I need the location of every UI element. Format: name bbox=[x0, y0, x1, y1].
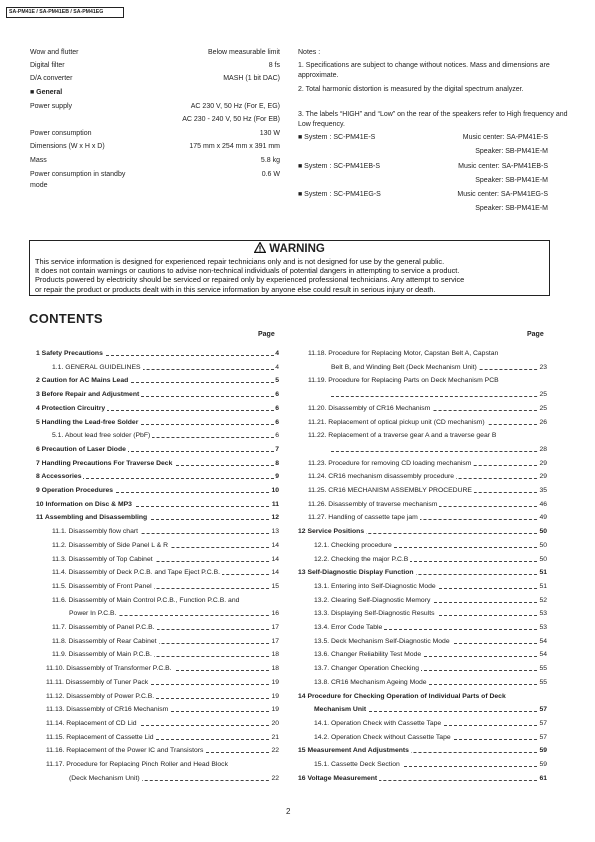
toc-entry-title: 11.26. Disassembly of traverse mechanism bbox=[308, 500, 438, 508]
toc-entry-title: 7 Handling Precautions For Traverse Deck bbox=[36, 459, 173, 467]
toc-entry-page: 22 bbox=[271, 774, 279, 782]
toc-entry-page: 7 bbox=[275, 445, 279, 453]
toc-entry-title: 11.6. Disassembly of Main Control P.C.B., Function P.C.B. and bbox=[52, 596, 240, 604]
spec-label: Mass bbox=[30, 157, 47, 164]
toc-entry bbox=[298, 719, 547, 729]
system-row bbox=[298, 148, 548, 158]
toc-entry-title: 11 Assembling and Disassembling bbox=[36, 514, 148, 522]
spec-label: Power supply bbox=[30, 103, 73, 110]
toc-entry bbox=[36, 431, 279, 441]
toc-entry bbox=[36, 705, 279, 715]
toc-entry bbox=[36, 719, 279, 729]
toc-entry-title: 13.1. Entering into Self-Diagnostic Mode bbox=[314, 582, 436, 590]
toc-entry-title: 11.13. Disassembly of CR16 Mechanism bbox=[46, 706, 169, 714]
toc-entry-title: 11.9. Disassembly of Main P.C.B. bbox=[52, 651, 152, 659]
toc-entry-page: 29 bbox=[539, 473, 547, 481]
toc-entry-title: 11.8. Disassembly of Rear Cabinet bbox=[52, 637, 157, 645]
system-component: Music center: SA-PM41E-S bbox=[462, 134, 548, 141]
spec-value: 0.6 W bbox=[261, 171, 280, 178]
toc-entry bbox=[298, 404, 547, 414]
toc-entry-page: 10 bbox=[271, 487, 279, 494]
toc-entry-title: 11.20. Disassembly of CR16 Mechanism bbox=[308, 404, 431, 412]
toc-entry-title: 11.1. Disassembly flow chart bbox=[52, 528, 138, 536]
toc-entry-page: 9 bbox=[275, 473, 279, 481]
toc-entry bbox=[298, 527, 547, 537]
toc-entry bbox=[36, 568, 279, 578]
toc-entry-title: 11.2. Disassembly of Side Panel L & R bbox=[52, 541, 168, 549]
toc-entry bbox=[298, 349, 547, 359]
spec-value: AC 230 - 240 V, 50 Hz (For EB) bbox=[182, 116, 280, 123]
system-component: Music center: SA-PM41EG-S bbox=[457, 191, 548, 198]
toc-entry-page: 19 bbox=[271, 692, 279, 700]
toc-entry-page: 21 bbox=[271, 733, 279, 741]
toc-entry-title: Belt B, and Winding Belt (Deck Mechanism Unit) bbox=[331, 363, 477, 371]
toc-entry bbox=[36, 582, 279, 592]
toc-entry bbox=[36, 678, 279, 688]
toc-entry bbox=[36, 418, 279, 428]
system-component: Speaker: SB-PM41E-M bbox=[475, 177, 548, 184]
spec-row bbox=[30, 61, 280, 71]
toc-entry bbox=[298, 541, 547, 551]
toc-entry-title: 11.3. Disassembly of Top Cabinet bbox=[52, 555, 153, 563]
toc-entry-title: 11.15. Replacement of Cassette Lid bbox=[46, 733, 154, 741]
dot-leader bbox=[331, 451, 547, 452]
toc-entry-title: 8 Accessories bbox=[36, 473, 82, 481]
toc-entry-page: 12 bbox=[271, 514, 279, 522]
toc-entry bbox=[298, 445, 547, 455]
toc-entry-title: 11.21. Replacement of optical pickup unit (CD mechanism) bbox=[308, 418, 485, 426]
toc-entry-page: 22 bbox=[271, 747, 279, 755]
toc-entry bbox=[36, 637, 279, 647]
toc-entry bbox=[36, 596, 279, 606]
toc-entry-page: 54 bbox=[539, 651, 547, 659]
warning-text bbox=[35, 257, 544, 294]
system-component: Speaker: SB-PM41E-M bbox=[475, 205, 548, 212]
toc-entry bbox=[298, 774, 547, 784]
toc-entry-title: 12.2. Checking the major P.C.B bbox=[314, 555, 409, 563]
toc-entry bbox=[36, 664, 279, 674]
spec-row bbox=[30, 115, 280, 125]
spec-label: Wow and flutter bbox=[30, 49, 79, 56]
toc-entry-page: 6 bbox=[275, 404, 279, 412]
toc-entry-page: 29 bbox=[539, 459, 547, 467]
toc-entry-page: 8 bbox=[275, 459, 279, 467]
toc-entry-title: 11.18. Procedure for Replacing Motor, Capstan Belt A, Capstan bbox=[308, 350, 499, 357]
system-row bbox=[298, 191, 548, 201]
toc-entry-page: 19 bbox=[271, 678, 279, 686]
toc-entry bbox=[298, 568, 547, 578]
toc-entry-title: 11.5. Disassembly of Front Panel bbox=[52, 582, 152, 590]
toc-entry-page: 20 bbox=[271, 719, 279, 727]
toc-entry-page: 15 bbox=[271, 582, 279, 590]
toc-entry-page: 18 bbox=[271, 665, 279, 673]
toc-entry bbox=[36, 404, 279, 414]
warning-line: It does not contain warnings or cautions to advise non-technical individuals of potential dangers in attempting to service a product. bbox=[35, 266, 460, 276]
toc-entry-page: 17 bbox=[271, 637, 279, 645]
toc-entry bbox=[36, 774, 279, 784]
spec-label: ■ General bbox=[30, 89, 63, 96]
toc-entry-title: 11.12. Disassembly of Power P.C.B. bbox=[46, 692, 155, 700]
spec-value: 5.8 kg bbox=[260, 157, 280, 164]
spec-row bbox=[30, 181, 280, 191]
spec-label: D/A converter bbox=[30, 75, 73, 82]
toc-entry-title: 14.2. Operation Check without Cassette Tape bbox=[314, 733, 451, 741]
note-item: 3. The labels “HIGH” and “Low” on the rear of the speakers refer to High frequency and Low frequency. bbox=[298, 111, 568, 129]
toc-entry-title: 10 Information on Disc & MP3 bbox=[36, 500, 132, 508]
toc-entry-page: 6 bbox=[275, 418, 279, 426]
page-column-header-left: Page bbox=[258, 331, 275, 338]
spec-value: Below measurable limit bbox=[208, 49, 280, 56]
toc-entry bbox=[298, 596, 547, 606]
toc-entry-title: 11.17. Procedure for Replacing Pinch Roller and Head Block bbox=[46, 761, 228, 768]
spec-label: mode bbox=[30, 182, 48, 189]
toc-entry bbox=[298, 582, 547, 592]
spec-value: AC 230 V, 50 Hz (For E, EG) bbox=[190, 103, 280, 110]
toc-entry-page: 50 bbox=[539, 555, 547, 563]
spec-label: Digital filter bbox=[30, 62, 65, 69]
warning-box bbox=[29, 240, 550, 296]
toc-entry-title: 14 Procedure for Checking Operation of Individual Parts of Deck bbox=[298, 692, 506, 700]
toc-entry bbox=[298, 376, 547, 386]
toc-entry bbox=[36, 623, 279, 633]
system-label: ■ System : SC-PM41EB-S bbox=[298, 163, 381, 170]
toc-entry bbox=[36, 555, 279, 565]
toc-entry-title: 13.6. Changer Reliability Test Mode bbox=[314, 651, 422, 659]
toc-entry-page: 51 bbox=[539, 582, 547, 590]
toc-entry-page: 4 bbox=[275, 363, 279, 371]
toc-entry-page: 28 bbox=[539, 445, 547, 453]
toc-entry-title: 11.19. Procedure for Replacing Parts on Deck Mechanism PCB bbox=[308, 377, 499, 385]
toc-entry-title: 11.24. CR16 mechanism disassembly procedure bbox=[308, 473, 455, 481]
toc-entry bbox=[298, 459, 547, 469]
toc-entry bbox=[36, 527, 279, 537]
toc-entry-title: 9 Operation Procedures bbox=[36, 487, 114, 494]
toc-entry bbox=[298, 500, 547, 510]
notes-title: Notes : bbox=[298, 49, 321, 56]
toc-entry-title: 11.4. Disassembly of Deck P.C.B. and Tape Eject P.C.B. bbox=[52, 569, 220, 577]
toc-entry-title: 16 Voltage Measurement bbox=[298, 774, 378, 782]
toc-entry bbox=[36, 650, 279, 660]
toc-entry bbox=[298, 513, 547, 523]
toc-entry bbox=[298, 418, 547, 428]
toc-entry-title: Mechanism Unit bbox=[314, 706, 367, 714]
toc-entry-page: 54 bbox=[539, 637, 547, 645]
toc-entry-page: 14 bbox=[271, 555, 279, 563]
toc-entry bbox=[298, 664, 547, 674]
spec-value: 130 W bbox=[259, 130, 280, 137]
system-row bbox=[298, 205, 548, 215]
warning-line: Products powered by electricity should be serviced or repaired only by experienced professional technicians. Any attempt to service bbox=[35, 275, 465, 285]
note-item: 1. Specifications are subject to change without notices. Mass and dimensions are approximate. bbox=[298, 62, 550, 80]
toc-entry-title: 11.25. CR16 MECHANISM ASSEMBLY PROCEDURE bbox=[308, 487, 472, 494]
toc-entry-title: 11.16. Replacement of the Power IC and Transistors bbox=[46, 747, 204, 755]
toc-entry bbox=[36, 445, 279, 455]
toc-entry bbox=[298, 390, 547, 400]
toc-entry-title: 14.1. Operation Check with Cassette Tape bbox=[314, 719, 442, 727]
spec-row bbox=[30, 156, 280, 166]
warning-line: or repair the product or products dealt with in this service information by anyone else could result in serious injury or death. bbox=[35, 284, 436, 294]
spec-row bbox=[30, 142, 280, 152]
toc-entry bbox=[298, 733, 547, 743]
toc-entry-title: 11.10. Disassembly of Transformer P.C.B. bbox=[46, 665, 172, 673]
toc-entry-page: 4 bbox=[275, 350, 279, 357]
toc-entry-title: 13.4. Error Code Table bbox=[314, 624, 383, 631]
toc-entry bbox=[36, 692, 279, 702]
toc-entry bbox=[298, 678, 547, 688]
toc-entry-page: 57 bbox=[539, 719, 547, 727]
toc-entry bbox=[298, 760, 547, 770]
toc-entry bbox=[298, 486, 547, 496]
spec-value: 175 mm x 254 mm x 391 mm bbox=[189, 143, 280, 150]
toc-entry-page: 52 bbox=[539, 596, 547, 604]
toc-entry-title: 1.1. GENERAL GUIDELINES bbox=[52, 363, 141, 371]
model-header: SA-PM41E / SA-PM41EB / SA-PM41EG bbox=[6, 7, 124, 18]
toc-entry bbox=[36, 486, 279, 496]
toc-entry bbox=[36, 349, 279, 359]
toc-entry-page: 5 bbox=[275, 377, 279, 385]
warning-title-text: WARNING bbox=[269, 243, 325, 255]
toc-entry bbox=[36, 609, 279, 619]
toc-entry-title: 11.27. Handling of cassette tape jam bbox=[308, 514, 418, 522]
toc-entry-page: 51 bbox=[539, 569, 547, 577]
toc-entry bbox=[36, 513, 279, 523]
dot-leader bbox=[331, 396, 547, 397]
system-row bbox=[298, 177, 548, 187]
toc-entry bbox=[298, 637, 547, 647]
note-item: 2. Total harmonic distortion is measured by the digital spectrum analyzer. bbox=[298, 86, 524, 93]
spec-label: Dimensions (W x H x D) bbox=[30, 143, 105, 150]
toc-entry bbox=[298, 746, 547, 756]
toc-entry-page: 25 bbox=[539, 391, 547, 399]
toc-entry-page: 6 bbox=[275, 391, 279, 399]
toc-entry bbox=[298, 650, 547, 660]
system-component: Speaker: SB-PM41E-M bbox=[475, 148, 548, 155]
spec-row bbox=[30, 48, 280, 58]
toc-entry-page: 35 bbox=[539, 487, 547, 494]
toc-entry bbox=[36, 500, 279, 510]
toc-entry-title: 2 Caution for AC Mains Lead bbox=[36, 377, 129, 385]
toc-entry-title: 15 Measurement And Adjustments bbox=[298, 747, 409, 755]
toc-entry-title: (Deck Mechanism Unit) bbox=[69, 774, 140, 782]
spec-row bbox=[30, 88, 280, 98]
page-number: 2 bbox=[286, 807, 291, 816]
toc-entry-title: 1 Safety Precautions bbox=[36, 350, 103, 357]
toc-entry-title: 13.2. Clearing Self-Diagnostic Memory bbox=[314, 596, 431, 604]
toc-entry-title: 3 Before Repair and Adjustment bbox=[36, 391, 140, 399]
toc-entry-title: 12 Service Positions bbox=[298, 528, 365, 536]
system-label: ■ System : SC-PM41EG-S bbox=[298, 191, 381, 198]
toc-entry-title: 11.11. Disassembly of Tuner Pack bbox=[46, 678, 149, 686]
spec-row bbox=[30, 74, 280, 84]
toc-entry bbox=[298, 692, 547, 702]
toc-entry-page: 14 bbox=[271, 541, 279, 549]
toc-entry-page: 57 bbox=[539, 706, 547, 714]
warning-triangle-icon bbox=[254, 242, 266, 253]
toc-entry-page: 53 bbox=[539, 624, 547, 631]
toc-entry-page: 55 bbox=[539, 665, 547, 673]
toc-entry-page: 59 bbox=[539, 747, 547, 755]
warning-line: This service information is designed for experienced repair technicians only and is not designed for use by the general public. bbox=[35, 257, 445, 266]
spec-label: Power consumption bbox=[30, 130, 92, 137]
toc-entry-page: 11 bbox=[271, 500, 279, 508]
spec-label: Power consumption in standby bbox=[30, 171, 126, 178]
toc-entry bbox=[298, 431, 547, 441]
toc-entry-title: 13 Self-Diagnostic Display Function bbox=[298, 569, 414, 577]
warning-title bbox=[30, 242, 549, 255]
toc-entry-page: 50 bbox=[539, 541, 547, 549]
toc-entry-page: 59 bbox=[539, 761, 547, 768]
toc-entry-page: 46 bbox=[539, 500, 547, 508]
spec-value: 8 fs bbox=[268, 62, 280, 69]
toc-entry bbox=[298, 472, 547, 482]
toc-entry-title: 5 Handling the Lead-free Solder bbox=[36, 418, 139, 426]
toc-entry-title: 6 Precaution of Laser Diode bbox=[36, 445, 126, 453]
spec-row bbox=[30, 170, 280, 180]
spec-row bbox=[30, 102, 280, 112]
toc-entry bbox=[298, 363, 547, 373]
toc-entry-title: 15.1. Cassette Deck Section bbox=[314, 761, 400, 768]
toc-entry bbox=[298, 623, 547, 633]
toc-entry-title: Power In P.C.B. bbox=[69, 610, 117, 618]
toc-entry bbox=[36, 746, 279, 756]
toc-entry bbox=[36, 390, 279, 400]
toc-entry-title: 5.1. About lead free solder (PbF) bbox=[52, 432, 151, 440]
toc-entry-page: 16 bbox=[271, 610, 279, 618]
toc-entry-page: 18 bbox=[271, 651, 279, 659]
toc-entry-page: 26 bbox=[539, 418, 547, 426]
spec-row bbox=[30, 129, 280, 139]
toc-entry-title: 13.3. Displaying Self-Diagnostic Results bbox=[314, 610, 435, 618]
toc-entry-page: 14 bbox=[271, 569, 279, 577]
toc-entry bbox=[298, 555, 547, 565]
toc-entry-title: 13.5. Deck Mechanism Self-Diagnostic Mode bbox=[314, 637, 450, 645]
toc-entry-page: 19 bbox=[271, 706, 279, 714]
toc-entry-title: 12.1. Checking procedure bbox=[314, 541, 392, 549]
toc-entry-page: 55 bbox=[539, 678, 547, 686]
toc-entry bbox=[298, 705, 547, 715]
toc-entry-page: 50 bbox=[539, 528, 547, 536]
toc-entry-title: 13.7. Changer Operation Checking bbox=[314, 665, 420, 673]
toc-entry-title: 11.22. Replacement of a traverse gear A and a traverse gear B bbox=[308, 432, 497, 440]
system-label: ■ System : SC-PM41E-S bbox=[298, 134, 376, 141]
toc-entry bbox=[36, 376, 279, 386]
toc-entry bbox=[36, 733, 279, 743]
toc-entry bbox=[298, 609, 547, 619]
contents-title: CONTENTS bbox=[29, 311, 103, 326]
toc-entry-page: 49 bbox=[539, 514, 547, 522]
toc-entry-page: 25 bbox=[539, 404, 547, 412]
toc-entry-title: 13.8. CR16 Mechanism Ageing Mode bbox=[314, 678, 427, 686]
spec-value: MASH (1 bit DAC) bbox=[223, 75, 280, 82]
toc-entry-title: 4 Protection Circuitry bbox=[36, 404, 106, 412]
toc-entry-page: 23 bbox=[539, 363, 547, 371]
toc-entry-page: 57 bbox=[539, 733, 547, 741]
toc-entry-title: 11.23. Procedure for removing CD loading mechanism bbox=[308, 459, 472, 467]
page-column-header-right: Page bbox=[527, 331, 544, 338]
toc-entry-page: 6 bbox=[275, 432, 279, 440]
toc-entry-page: 17 bbox=[271, 624, 279, 631]
toc-entry-title: 11.14. Replacement of CD Lid bbox=[46, 719, 137, 727]
system-row bbox=[298, 134, 548, 144]
toc-entry bbox=[36, 760, 279, 770]
toc-entry bbox=[36, 541, 279, 551]
toc-entry bbox=[36, 472, 279, 482]
toc-entry bbox=[36, 363, 279, 373]
system-row bbox=[298, 163, 548, 173]
toc-entry-page: 61 bbox=[539, 774, 547, 782]
toc-entry-page: 53 bbox=[539, 610, 547, 618]
system-component: Music center: SA-PM41EB-S bbox=[458, 163, 548, 170]
toc-entry bbox=[36, 459, 279, 469]
toc-entry-title: 11.7. Disassembly of Panel P.C.B. bbox=[52, 624, 155, 631]
toc-entry-page: 13 bbox=[271, 528, 279, 536]
